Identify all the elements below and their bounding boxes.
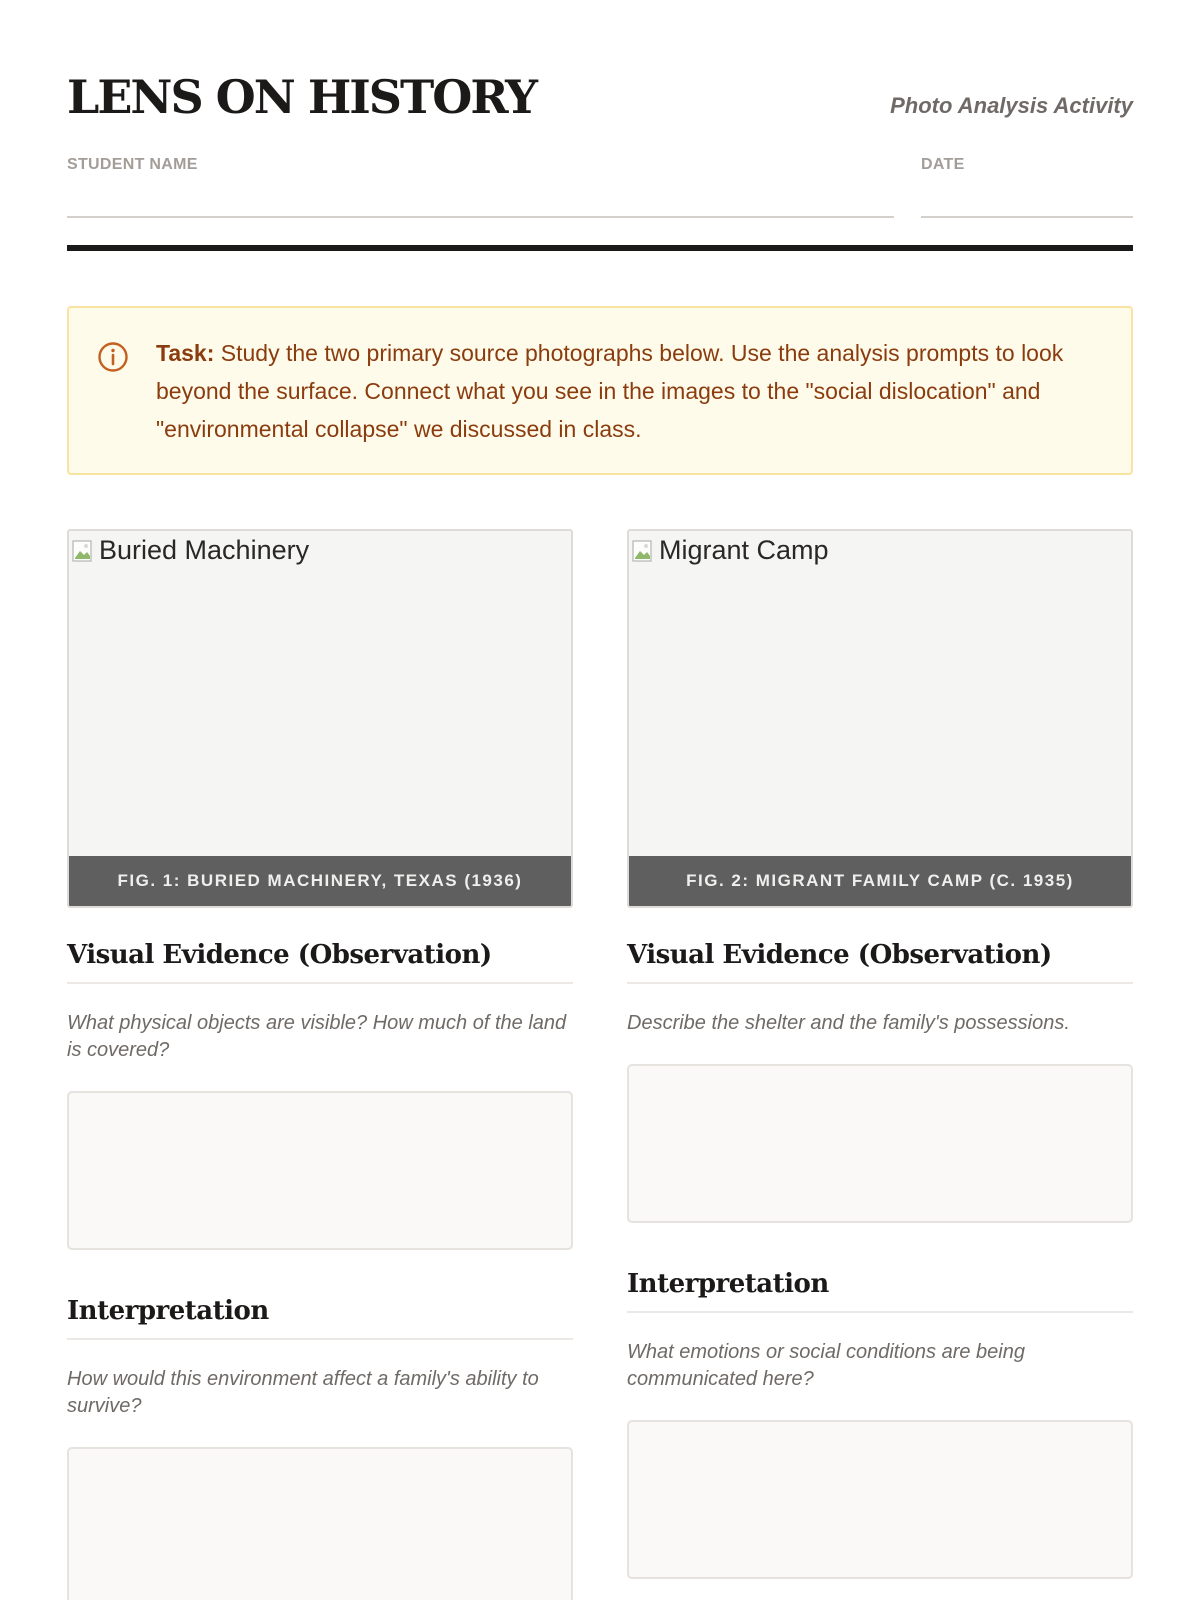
figure-1-observation-prompt: What physical objects are visible? How much of the land is covered? [67, 1012, 567, 1061]
figure-column-2 [627, 529, 1133, 1579]
header-divider [67, 245, 1133, 251]
date-label: DATE [921, 156, 965, 173]
figure-1-observation-title: Visual Evidence (Observation) [67, 940, 573, 984]
figure-2-caption: FIG. 2: MIGRANT FAMILY CAMP (C. 1935) [629, 856, 1131, 906]
date-field[interactable] [921, 216, 1133, 218]
student-name-label: STUDENT NAME [67, 156, 198, 173]
figure-1-photo [67, 529, 573, 908]
figure-2-observation-answer[interactable] [627, 1064, 1133, 1223]
task-label: Task: [156, 340, 215, 366]
worksheet-page [67, 0, 1133, 1600]
student-name-field[interactable] [67, 216, 894, 218]
figure-2-interpretation-answer[interactable] [627, 1420, 1133, 1579]
page-title: LENS ON HISTORY [67, 70, 536, 124]
figure-1-alt-text: Buried Machinery [99, 535, 310, 565]
figure-1-observation-answer[interactable] [67, 1091, 573, 1250]
figure-2-observation-prompt: Describe the shelter and the family's possessions. [627, 1012, 1070, 1034]
figure-1-caption: FIG. 1: BURIED MACHINERY, TEXAS (1936) [69, 856, 571, 906]
figure-1-interpretation-answer[interactable] [67, 1447, 573, 1600]
figure-2-photo [627, 529, 1133, 908]
task-instructions [156, 334, 1106, 448]
figure-2-interpretation-prompt: What emotions or social conditions are being communicated here? [627, 1341, 1025, 1390]
figure-1-interpretation-prompt: How would this environment affect a family's ability to survive? [67, 1368, 539, 1417]
figure-2-alt-text: Migrant Camp [659, 535, 829, 565]
task-body: Study the two primary source photographs below. Use the analysis prompts to look beyond the surface. Connect what you see in the images to the "social dislocation" and "environmental collapse" we discussed in class. [156, 340, 1064, 442]
broken-image-icon [631, 538, 657, 564]
info-circle-icon [97, 341, 129, 373]
figure-1-interpretation-title: Interpretation [67, 1296, 573, 1340]
broken-image-icon [71, 538, 97, 564]
figure-2-observation-title: Visual Evidence (Observation) [627, 940, 1133, 984]
task-callout [67, 306, 1133, 475]
figure-2-interpretation-title: Interpretation [627, 1269, 1133, 1313]
figure-column-1 [67, 529, 573, 1600]
page-subtitle: Photo Analysis Activity [890, 93, 1133, 118]
